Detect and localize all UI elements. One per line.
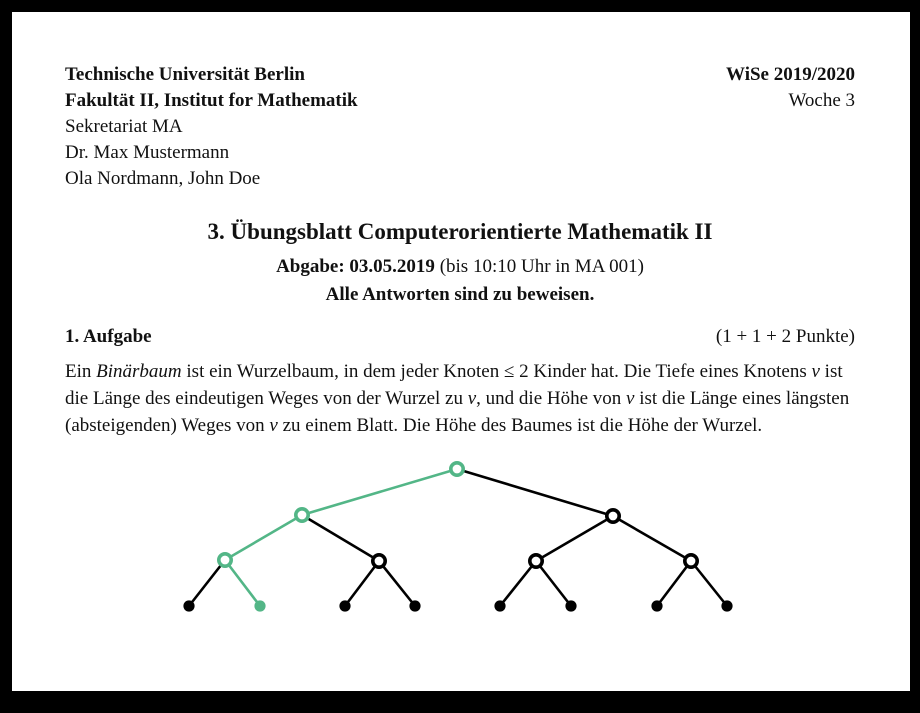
math-var-v: v [811, 361, 820, 382]
document-page [12, 12, 910, 691]
faculty-name: Fakultät II, Institut for Mathematik [65, 90, 358, 111]
term-binarbaum: Binärbaum [96, 361, 182, 382]
header-left-block [65, 62, 358, 192]
tree-edge [189, 560, 225, 606]
tree-leaf-node [254, 600, 265, 611]
tree-inner-node [607, 510, 619, 522]
tree-edge [302, 515, 379, 561]
paragraph-text: ist die Länge des eindeutigen Weges von der Wurzel zu [65, 361, 843, 409]
tree-inner-node [530, 555, 542, 567]
title-block [65, 218, 855, 308]
tree-edge [657, 561, 691, 606]
tree-inner-node [373, 555, 385, 567]
tree-edge [379, 561, 415, 606]
tree-edge [225, 515, 302, 560]
tree-edge [536, 516, 613, 561]
math-var-v: v [269, 415, 278, 436]
task-paragraph [65, 358, 855, 439]
paragraph-text: Ein [65, 361, 97, 382]
sheet-title: 3. Übungsblatt Computerorientierte Mathematik II [207, 219, 713, 244]
tree-edge [457, 469, 613, 516]
task-header-row [65, 324, 855, 350]
paragraph-text: zu einem Blatt. Die Höhe des Baumes ist die Höhe der Wurzel. [277, 415, 763, 436]
document-header [65, 62, 855, 192]
semester-label: WiSe 2019/2020 [726, 64, 855, 85]
tree-edge [691, 561, 727, 606]
tree-leaf-node [409, 600, 420, 611]
math-var-v: v [467, 388, 477, 409]
paragraph-text: , und die Höhe von [476, 388, 627, 409]
header-right-block [726, 62, 855, 114]
tree-edge [613, 516, 691, 561]
binary-tree-figure [138, 451, 758, 623]
tree-edge [500, 561, 536, 606]
tree-leaf-node [721, 600, 732, 611]
tree-inner-node [219, 554, 231, 566]
tree-leaf-node [565, 600, 576, 611]
proof-note: Alle Antworten sind zu beweisen. [325, 284, 595, 305]
tree-edge [225, 560, 260, 606]
tree-edge [345, 561, 379, 606]
week-label: Woche 3 [788, 90, 855, 111]
deadline-details: (bis 10:10 Uhr in MA 001) [434, 256, 644, 277]
tree-inner-node [296, 509, 308, 521]
university-name: Technische Universität Berlin [65, 64, 305, 85]
tree-leaf-node [494, 600, 505, 611]
assistants-names: Ola Nordmann, John Doe [65, 168, 261, 189]
tree-leaf-node [651, 600, 662, 611]
math-var-v: v [626, 388, 635, 409]
task-points: (1 + 1 + 2 Punkte) [715, 326, 855, 347]
task-label: 1. Aufgabe [65, 326, 152, 347]
paragraph-text: ist ein Wurzelbaum, in dem jeder Knoten ≤ 2 Kinder hat. Die Tiefe eines Knotens [181, 361, 812, 382]
tree-inner-node [451, 463, 463, 475]
secretariat: Sekretariat MA [65, 116, 183, 137]
page-content [12, 12, 910, 623]
tree-inner-node [685, 555, 697, 567]
deadline-line [65, 254, 855, 280]
paragraph-text: ist die Länge eines längsten (absteigenden) Weges von [65, 388, 850, 436]
deadline-date: Abgabe: 03.05.2019 [276, 256, 435, 277]
tree-edge [536, 561, 571, 606]
lecturer-name: Dr. Max Mustermann [65, 142, 230, 163]
tree-leaf-node [339, 600, 350, 611]
tree-edge [302, 469, 457, 515]
tree-leaf-node [183, 600, 194, 611]
